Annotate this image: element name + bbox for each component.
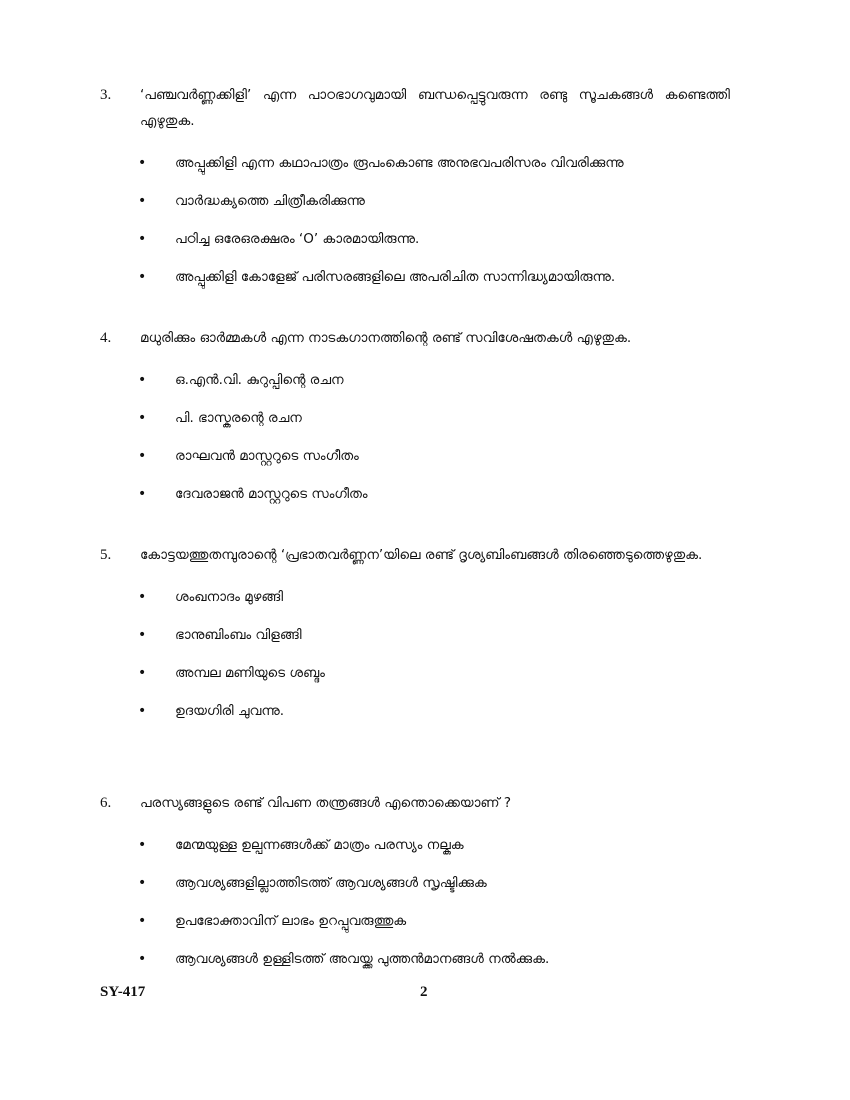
option-text: മേന്മയുള്ള ഉല്പന്നങ്ങൾക്ക് മാത്രം പരസ്യം നല്കുക [175, 837, 464, 853]
option-text: ദേവരാജൻ മാസ്റ്ററുടെ സംഗീതം [175, 486, 368, 502]
question-text: കോട്ടയത്തുതമ്പുരാന്റെ ‘പ്രഭാതവർണ്ണന’യിലെ രണ്ട് ദൃശ്യബിംബങ്ങൾ തിരഞ്ഞെടുത്തെഴുതുക. [140, 547, 703, 563]
bullet-icon: • [138, 951, 147, 967]
question-number: 5. [100, 547, 112, 563]
question-3 [100, 82, 730, 296]
list-item [100, 144, 730, 182]
option-text: ശംഖനാദം മുഴങ്ങി [175, 589, 284, 605]
list-item [100, 616, 730, 654]
list-item [100, 182, 730, 220]
question-5 [100, 542, 730, 730]
list-item [100, 578, 730, 616]
options-list [100, 826, 730, 978]
question-number: 4. [100, 330, 112, 346]
list-item [100, 692, 730, 730]
bullet-icon: • [138, 193, 147, 209]
list-item [100, 399, 730, 437]
bullet-icon: • [138, 875, 147, 891]
bullet-icon: • [138, 372, 147, 388]
list-item [100, 361, 730, 399]
bullet-icon: • [138, 665, 147, 681]
option-text: ആവശ്യങ്ങൾ ഉള്ളിടത്ത് അവയ്ക്ക പുത്തൻമാനങ്ങൾ നൽക്കുക. [175, 951, 550, 967]
option-text: രാഘവൻ മാസ്റ്ററുടെ സംഗീതം [175, 448, 359, 464]
bullet-icon: • [138, 448, 147, 464]
option-text: ഭാനുബിംബം വിളങ്ങി [175, 627, 302, 643]
bullet-icon: • [138, 269, 147, 285]
option-text: ആവശ്യങ്ങളില്ലാത്തിടത്ത് ആവശ്യങ്ങൾ സൃഷ്ടിക്കുക [175, 875, 487, 891]
list-item [100, 654, 730, 692]
question-number: 6. [100, 795, 112, 811]
options-list [100, 144, 730, 296]
bullet-icon: • [138, 589, 147, 605]
bullet-icon: • [138, 703, 147, 719]
bullet-icon: • [138, 231, 147, 247]
option-text: അപ്പുക്കിളി കോളേജ് പരിസരങ്ങളിലെ അപരിചിത സാന്നിദ്ധ്യമായിരുന്നു. [175, 269, 616, 285]
question-text: മധുരിക്കും ഓർമ്മകൾ എന്ന നാടകഗാനത്തിന്റെ രണ്ട് സവിശേഷതകൾ എഴുതുക. [140, 330, 632, 346]
page-number: 2 [420, 984, 428, 1000]
option-text: ഒ.എൻ.വി. കുറുപ്പിന്റെ രചന [175, 372, 344, 388]
question-number: 3. [100, 87, 112, 103]
option-text: ഉപഭോക്താവിന് ലാഭം ഉറപ്പുവരുത്തുക [175, 913, 407, 929]
question-text: ‘പഞ്ചവർണ്ണക്കിളി’ എന്ന പാഠഭാഗവുമായി ബന്ധപ്പെട്ടുവരുന്ന രണ്ടു സൂചകങ്ങൾ കണ്ടെത്തി എഴുതുക. [140, 87, 730, 129]
question-6 [100, 790, 730, 978]
option-text: പഠിച്ച ഒരേഒരക്ഷരം ‘O’ കാരമായിരുന്നു. [175, 231, 420, 247]
bullet-icon: • [138, 155, 147, 171]
list-item [100, 940, 730, 978]
question-text: പരസ്യങ്ങളുടെ രണ്ട് വിപണ തന്ത്രങ്ങൾ എന്തൊക്കെയാണ് ? [140, 795, 512, 811]
option-text: വാർദ്ധക്യത്തെ ചിത്രീകരിക്കുന്നു [175, 193, 365, 209]
bullet-icon: • [138, 913, 147, 929]
bullet-icon: • [138, 837, 147, 853]
bullet-icon: • [138, 486, 147, 502]
list-item [100, 475, 730, 513]
list-item [100, 826, 730, 864]
list-item [100, 864, 730, 902]
paper-code: SY-417 [100, 984, 146, 1000]
list-item [100, 437, 730, 475]
list-item [100, 902, 730, 940]
option-text: ഉദയഗിരി ചുവന്നു. [175, 703, 285, 719]
options-list [100, 361, 730, 513]
bullet-icon: • [138, 627, 147, 643]
list-item [100, 220, 730, 258]
bullet-icon: • [138, 410, 147, 426]
options-list [100, 578, 730, 730]
option-text: പി. ഭാസ്കരന്റെ രചന [175, 410, 302, 426]
question-4 [100, 325, 730, 513]
option-text: അപ്പുക്കിളി എന്ന കഥാപാത്രം രൂപംകൊണ്ട അനുഭവപരിസരം വിവരിക്കുന്നു [175, 155, 624, 171]
option-text: അമ്പല മണിയുടെ ശബ്ദം [175, 665, 325, 681]
list-item [100, 258, 730, 296]
